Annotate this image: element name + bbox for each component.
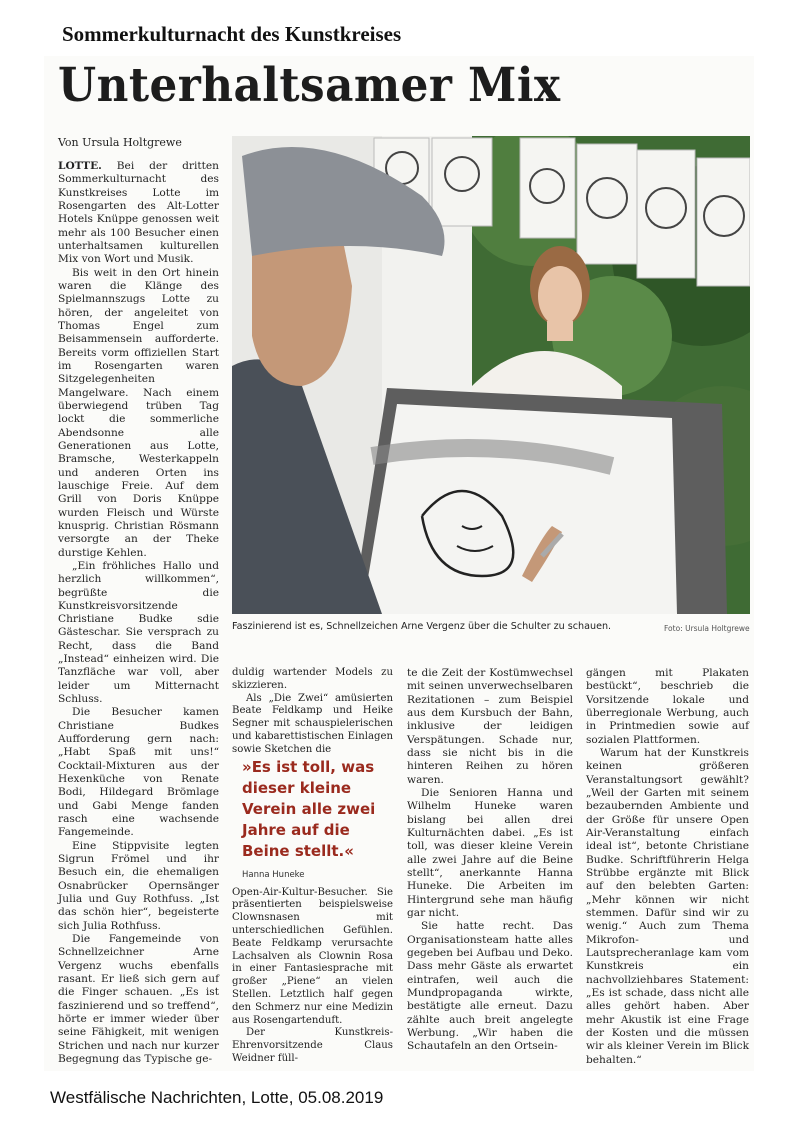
paragraph: Der Kunstkreis-Ehrenvorsitzende Claus Weidner füll- xyxy=(232,1027,393,1064)
photo-credit: Foto: Ursula Holtgrewe xyxy=(664,624,750,633)
paragraph: Die Fangemeinde von Schnellzeichner Arne Vergenz wuchs ebenfalls rasant. Er ließ sich gern auf die Finger schauen. „Es ist faszinierend und so treffend“, hörte er immer wieder über seine Fähigkeit, mit wenigen Strichen und nach nur kurzer Begegnung das Typische ge- xyxy=(58,933,219,1065)
paragraph: te die Zeit der Kostümwechsel mit seinen unverwechselbaren Rezitationen – zum Beispiel aus dem Kursbuch der Bahn, inklusive der leidigen Verspätungen. Schade nur, dass sie nicht bis in die hinteren Reihen zu hören waren. xyxy=(407,667,573,786)
paragraph xyxy=(58,160,219,267)
pull-quote-text: »Es ist toll, was dieser kleine Verein alle zwei Jahre auf die Beine stellt.« xyxy=(242,758,376,860)
photo-caption: Faszinierend ist es, Schnellzeichen Arne Vergenz über die Schulter zu schauen. xyxy=(232,621,612,632)
section-kicker: Sommerkulturnacht des Kunstkreises xyxy=(62,22,402,46)
byline: Von Ursula Holtgrewe xyxy=(58,136,182,149)
drawing-paper xyxy=(362,404,677,614)
paragraph: Sie hatte recht. Das Organisationsteam hatte alles gegeben bei Aufbau und Deko. Dass mehr Gäste als erwartet eintrafen, weil auch die Mundpropaganda wirkte, bestätigte alle erneut. Dazu zählte auch breit angelegte Werbung. „Wir haben die Schautafeln an den Ortsein- xyxy=(407,920,573,1053)
paragraph: Eine Stippvisite legten Sigrun Frömel und ihr Besuch ein, die ehemaligen Osnabrücker Opernsänger Julia und Guy Rothfuss. „Ist das schön hier“, begeisterte sich Julia Rothfuss. xyxy=(58,839,219,932)
paragraph: Die Besucher kamen Christiane Budkes Aufforderung gern nach: „Habt Spaß mit uns!“ Cocktail-Mixturen aus der Hexenküche von Renate Bodi, Hildegard Brömlage und Gabi Menge fanden rasch eine wachsende Fangemeinde. xyxy=(58,706,219,839)
article-column-4 xyxy=(586,667,749,1067)
article-column-1 xyxy=(58,160,219,1068)
paragraph: duldig wartender Models zu skizzieren. xyxy=(232,667,393,691)
pull-quote-source: Hanna Huneke xyxy=(242,870,305,880)
paragraph: Die Senioren Hanna und Wilhelm Huneke waren bislang bei allen drei Kulturnächten dabei. „Es ist toll, was dieser kleine Verein alle zwei Jahre auf die Beine stellt“, anerkannte Hanna Huneke. Die Arbeiten im Hintergrund sehe man häufig gar nicht. xyxy=(407,786,573,919)
dateline: LOTTE. xyxy=(58,160,102,172)
paragraph: Open-Air-Kultur-Besucher. Sie präsentierten beispielsweise Clownsnasen mit unterschiedlichen Gefühlen. Beate Feldkamp verursachte Lachsalven als Clownin Rosa in einer Fantasiesprache mit großer „Piene“ an vielen Stellen. Letztlich half gegen den Schmerz nur eine Medizin aus Rosengartenduft. xyxy=(232,886,393,1026)
paragraph: Als „Die Zwei“ amüsierten Beate Feldkamp und Heike Segner mit schauspielerischen und kabarettistischen Einlagen sowie Sketchen die xyxy=(232,692,393,755)
paragraph: Bis weit in den Ort hinein waren die Klänge des Spielmannszugs Lotte zu hören, der angeleitet von Thomas Engel zum Beisammensein aufforderte. Bereits vorm offiziellen Start im Rosengarten waren Sitzgelegenheiten Mangelware. Nach einem überwiegend trüben Tag lockt die sommerliche Abendsonne alle Generationen aus Lotte, Bramsche, Westerkappeln und anderen Orten ins lauschige Freie. Auf dem Grill von Doris Knüppe wurden Fleisch und Würste knusprig. Christian Rösmann versorgte an der Theke durstige Kehlen. xyxy=(58,266,219,559)
paragraph: „Ein fröhliches Hallo und herzlich willkommen“, begrüßte die Kunstkreisvorsitzende Christiane Budke sdie Gästeschar. Sie versprach zu Recht, dass die Band „Instead“ einheizen wird. Die Tanzfläche war voll, aber leider um Mitternacht Schluss. xyxy=(58,559,219,706)
paragraph-text: Bei der dritten Sommerkulturnacht des Kunstkreises Lotte im Rosengarten des Alt-Lotter Hotels Knüppe genossen weit mehr als 100 Besucher einen unterhaltsamen kulturellen Mix von Wort und Musik. xyxy=(58,160,219,266)
article-column-3 xyxy=(407,667,573,1067)
paragraph: gängen mit Plakaten bestückt“, beschrieb die Vorsitzende lokale und überregionale Werbung, auch in Printmedien sowie auf sozialen Plattformen. xyxy=(586,667,749,746)
pull-quote xyxy=(242,757,402,880)
source-line: Westfälische Nachrichten, Lotte, 05.08.2019 xyxy=(50,1088,384,1107)
photo-illustration xyxy=(232,136,750,614)
article-photo xyxy=(232,136,750,614)
paragraph: Warum hat der Kunstkreis keinen größeren Veranstaltungsort gewählt? „Weil der Garten mit seinem bezaubernden Ambiente und der Größe für unsere Open Air-Veranstaltung einfach ideal ist“, betonte Christiane Budke. Schriftführerin Helga Strübbe ergänzte mit Blick auf den belebten Garten: „Mehr können wir nicht stemmen. Dafür sind wir zu wenig.“ Auch zum Thema Mikrofon- und Lautsprecheranlage kam vom Kunstkreis ein nachvollziehbares Statement: „Es ist schade, dass nicht alle alles gehört haben. Aber mehr Akustik ist eine Frage der Kosten und die müssen wir als kleiner Verein im Blick behalten.“ xyxy=(586,746,749,1066)
article-headline: Unterhaltsamer Mix xyxy=(58,58,561,113)
